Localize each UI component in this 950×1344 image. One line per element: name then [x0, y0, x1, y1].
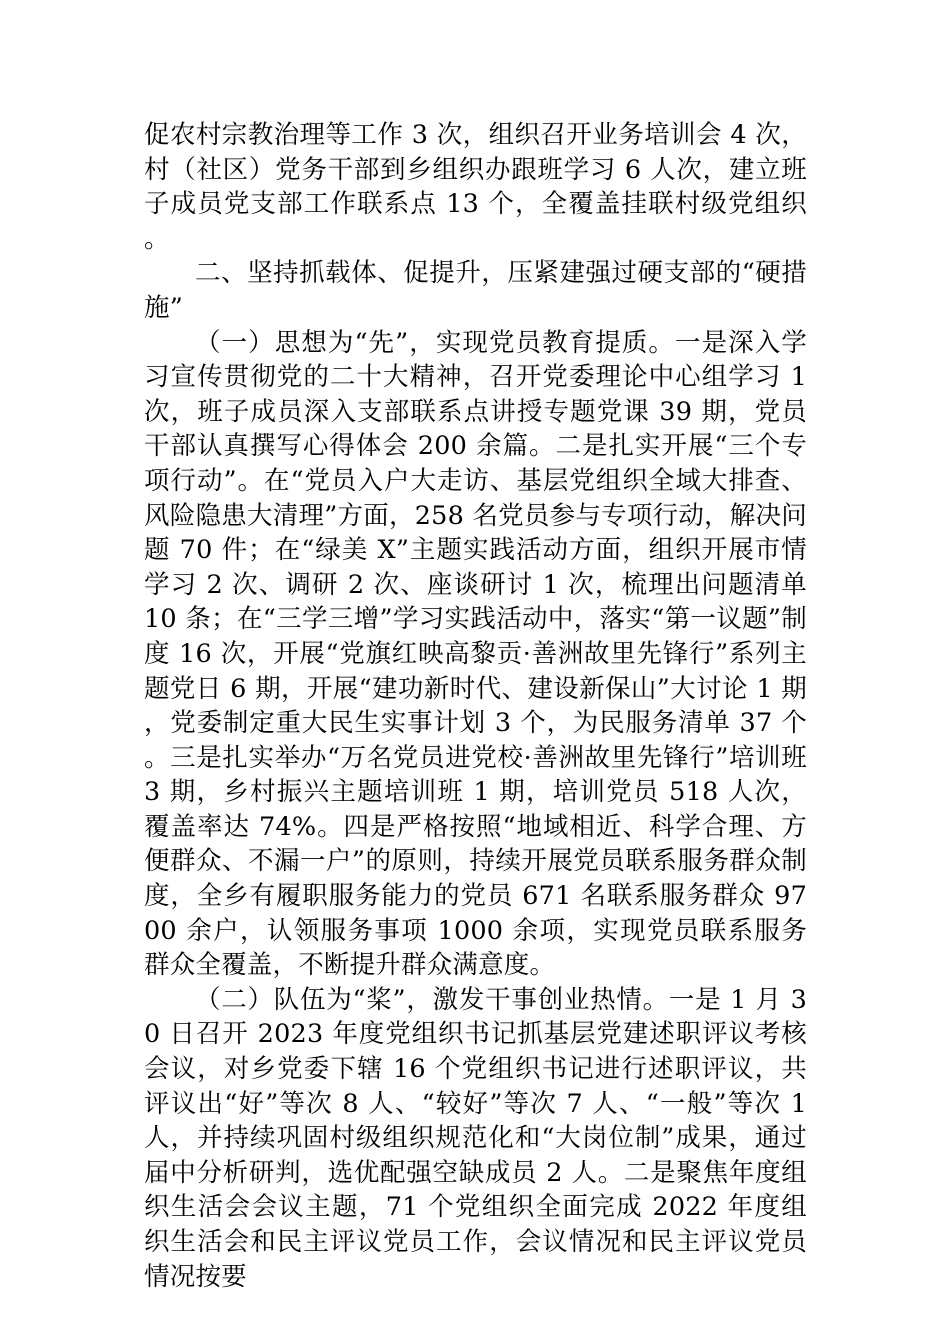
paragraph-team: （二）队伍为“桨”，激发干事创业热情。一是 1 月 30 日召开 2023 年度党组织书记抓基层党建述职评议考核会议，对乡党委下辖 16 个党组织书记进行述职评议，共评议出“好”等次 8 人、“较好”等次 7 人、“一般”等次 1 人，并持续巩固村级组织规范化和“大岗位制”成果，通过届中分析研判，选优配强空缺成员 2 人。二是聚焦年度组织生活会会议主题，71 个党组织全面完成 2022 年度组织生活会和民主评议党员工作，会议情况和民主评议党员情况按要 — [144, 984, 807, 1292]
paragraph-continuation: 促农村宗教治理等工作 3 次，组织召开业务培训会 4 次，村（社区）党务干部到乡组织办跟班学习 6 人次，建立班子成员党支部工作联系点 13 个，全覆盖挂联村级党组织。 — [144, 120, 808, 254]
document-body — [144, 118, 807, 1294]
paragraph-ideology: （一）思想为“先”，实现党员教育提质。一是深入学习宣传贯彻党的二十大精神，召开党委理论中心组学习 1 次，班子成员深入支部联系点讲授专题党课 39 期，党员干部认真撰写心得体会 200 余篇。二是扎实开展“三个专项行动”。在“党员入户大走访、基层党组织全域大排查、风险隐患大清理”方面，258 名党员参与专项行动，解决问题 70 件；在“绿美 X”主题实践活动方面，组织开展市情学习 2 次、调研 2 次、座谈研讨 1 次，梳理出问题清单 10 条；在“三学三增”学习实践活动中，落实“第一议题”制度 16 次，开展“党旗红映高黎贡·善洲故里先锋行”系列主题党日 6 期，开展“建功新时代、建设新保山”大讨论 1 期，党委制定重大民生实事计划 3 个，为民服务清单 37 个。三是扎实举办“万名党员进党校·善洲故里先锋行”培训班 3 期，乡村振兴主题培训班 1 期，培训党员 518 人次，覆盖率达 74%。四是严格按照“地域相近、科学合理、方便群众、不漏一户”的原则，持续开展党员联系服务群众制度，全乡有履职服务能力的党员 671 名联系服务群众 9700 余户，认领服务事项 1000 余项，实现党员联系服务群众全覆盖，不断提升群众满意度。 — [144, 327, 807, 981]
section-heading: 二、坚持抓载体、促提升，压紧建强过硬支部的“硬措施” — [144, 258, 807, 323]
